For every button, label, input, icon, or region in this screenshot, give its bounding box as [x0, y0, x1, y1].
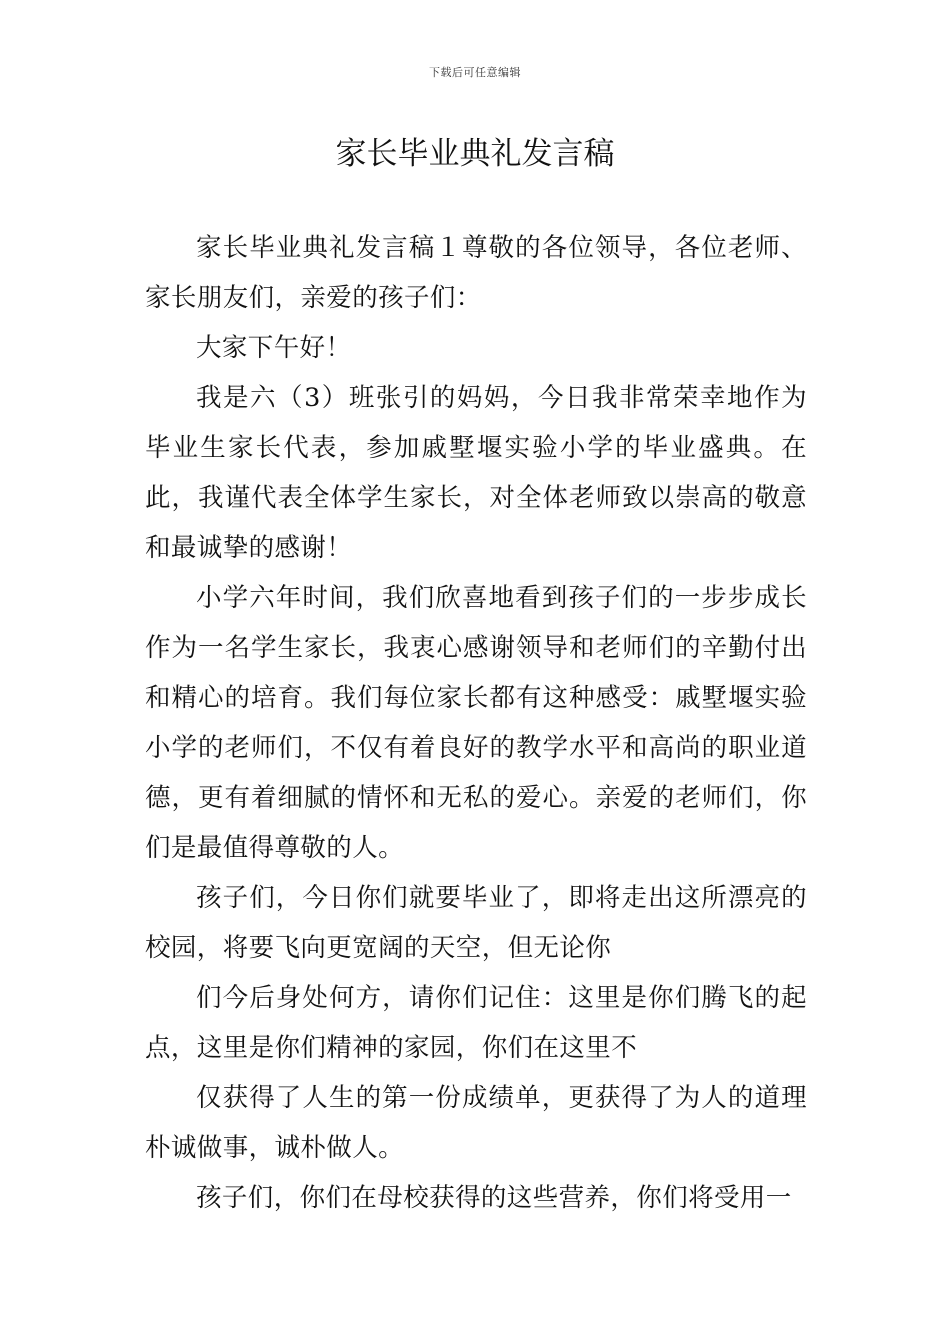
paragraph: 孩子们，你们在母校获得的这些营养，你们将受用一 [196, 1183, 792, 1213]
document-title: 家长毕业典礼发言稿 [335, 136, 615, 172]
paragraph: 家长毕业典礼发言稿１尊敬的各位领导，各位老师、家长朋友们，亲爱的孩子们： [145, 233, 807, 313]
paragraph: 仅获得了人生的第一份成绩单，更获得了为人的道理朴诚做事，诚朴做人。 [145, 1083, 807, 1163]
paragraph: 们今后身处何方，请你们记住：这里是你们腾飞的起点，这里是你们精神的家园，你们在这里不 [145, 983, 807, 1063]
document-body [145, 223, 807, 1223]
paragraph: 我是六（3）班张引的妈妈，今日我非常荣幸地作为毕业生家长代表，参加戚墅堰实验小学的毕业盛典。在此，我谨代表全体学生家长，对全体老师致以崇高的敬意和最诚挚的感谢！ [145, 383, 807, 563]
paragraph: 小学六年时间，我们欣喜地看到孩子们的一步步成长作为一名学生家长，我衷心感谢领导和老师们的辛勤付出和精心的培育。我们每位家长都有这种感受：戚墅堰实验小学的老师们，不仅有着良好的教学水平和高尚的职业道德，更有着细腻的情怀和无私的爱心。亲爱的老师们，你们是最值得尊敬的人。 [145, 583, 807, 863]
paragraph: 孩子们，今日你们就要毕业了，即将走出这所漂亮的校园，将要飞向更宽阔的天空，但无论你 [145, 883, 807, 963]
header-note: 下载后可任意编辑 [429, 66, 521, 79]
paragraph: 大家下午好！ [196, 333, 352, 363]
